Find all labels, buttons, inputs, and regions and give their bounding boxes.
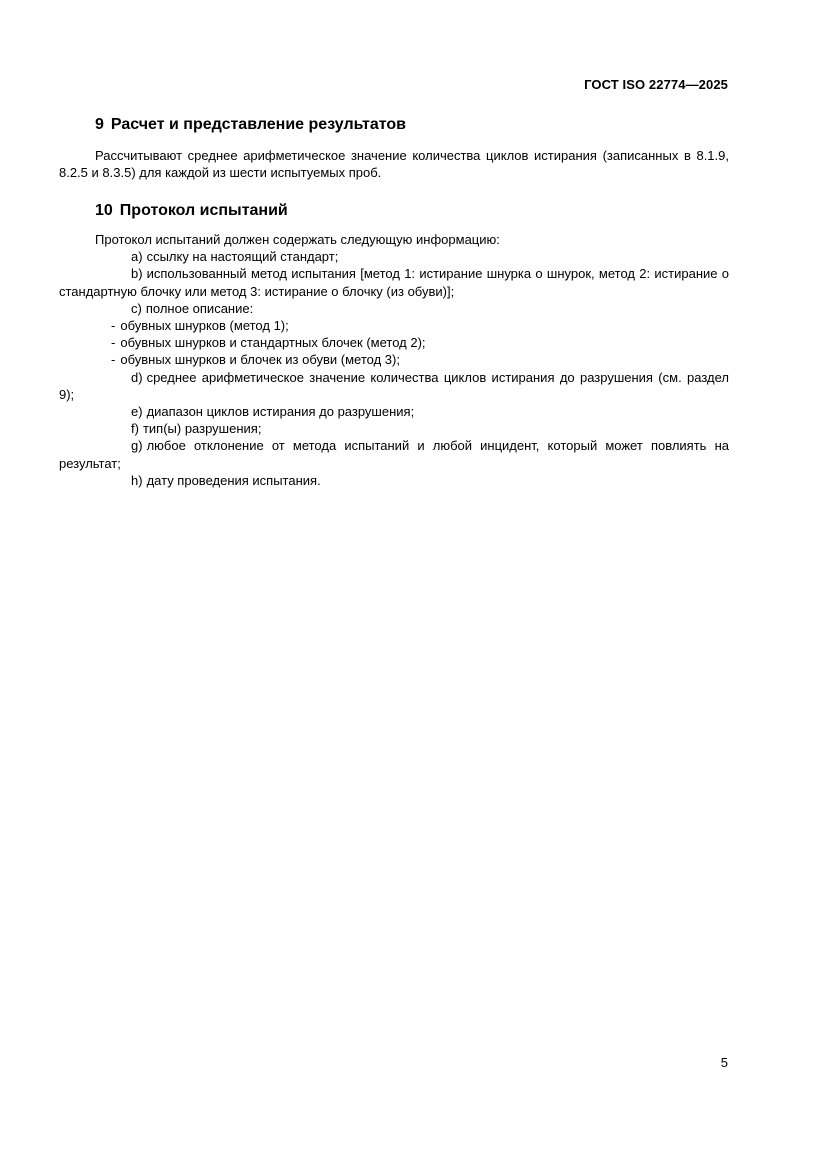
- list-text: тип(ы) разрушения;: [142, 421, 262, 437]
- list-item-b: [59, 265, 729, 299]
- list-item-f: [59, 420, 729, 437]
- section-10-title: Протокол испытаний: [119, 202, 288, 219]
- list-label: e): [131, 404, 143, 420]
- section-9-number: 9: [95, 116, 104, 133]
- section-9-paragraph: Рассчитывают среднее арифметическое значение количества циклов истирания (записанных в 8.1.9, 8.2.5 и 8.3.5) для каждой из шести испытуемых проб.: [59, 148, 729, 181]
- section-10-number: 10: [95, 202, 113, 219]
- list-item-g: [59, 437, 729, 471]
- list-label: f): [131, 421, 139, 437]
- section-10-body: [59, 231, 729, 489]
- list-text: ссылку на настоящий стандарт;: [146, 249, 339, 265]
- list-label: g): [131, 438, 143, 454]
- sub-item-text: обувных шнурков (метод 1);: [120, 318, 289, 334]
- dash-marker: -: [111, 318, 116, 334]
- sub-item-text: обувных шнурков и стандартных блочек (метод 2);: [120, 335, 426, 351]
- section-10-intro: Протокол испытаний должен содержать следующую информацию:: [95, 232, 500, 247]
- list-item-e: [59, 403, 729, 420]
- document-header: ГОСТ ISO 22774—2025: [584, 77, 728, 92]
- dash-marker: -: [111, 352, 116, 368]
- sub-item-method-1: [59, 317, 729, 334]
- list-text: среднее арифметическое значение количества циклов истирания до разрушения (см. раздел 9);: [59, 369, 729, 402]
- list-item-a: [59, 248, 729, 265]
- list-item-h: [59, 472, 729, 489]
- list-label: h): [131, 472, 143, 488]
- list-item-c: [59, 300, 729, 317]
- list-text: диапазон циклов истирания до разрушения;: [146, 404, 415, 420]
- list-label: a): [131, 249, 143, 265]
- list-label: b): [131, 266, 143, 282]
- list-label: c): [131, 300, 142, 316]
- section-9-body: [59, 147, 729, 181]
- section-9-title: Расчет и представление результатов: [110, 116, 406, 133]
- sub-item-method-3: [59, 351, 729, 368]
- section-10-heading: [95, 202, 288, 220]
- sub-item-text: обувных шнурков и блочек из обуви (метод 3);: [120, 352, 400, 368]
- list-label: d): [131, 369, 143, 385]
- page-number: 5: [720, 1055, 728, 1070]
- list-item-d: [59, 369, 729, 403]
- sub-item-method-2: [59, 334, 729, 351]
- list-text: дату проведения испытания.: [146, 472, 321, 488]
- list-text: любое отклонение от метода испытаний и любой инцидент, который может повлиять на результат;: [59, 438, 729, 471]
- section-9-heading: [95, 116, 406, 134]
- dash-marker: -: [111, 335, 116, 351]
- list-text: полное описание:: [145, 300, 254, 316]
- list-text: использованный метод испытания [метод 1: истирание шнурка о шнурок, метод 2: истирание о стандартную блочку или метод 3: истирание о блочку (из обуви)];: [59, 266, 729, 299]
